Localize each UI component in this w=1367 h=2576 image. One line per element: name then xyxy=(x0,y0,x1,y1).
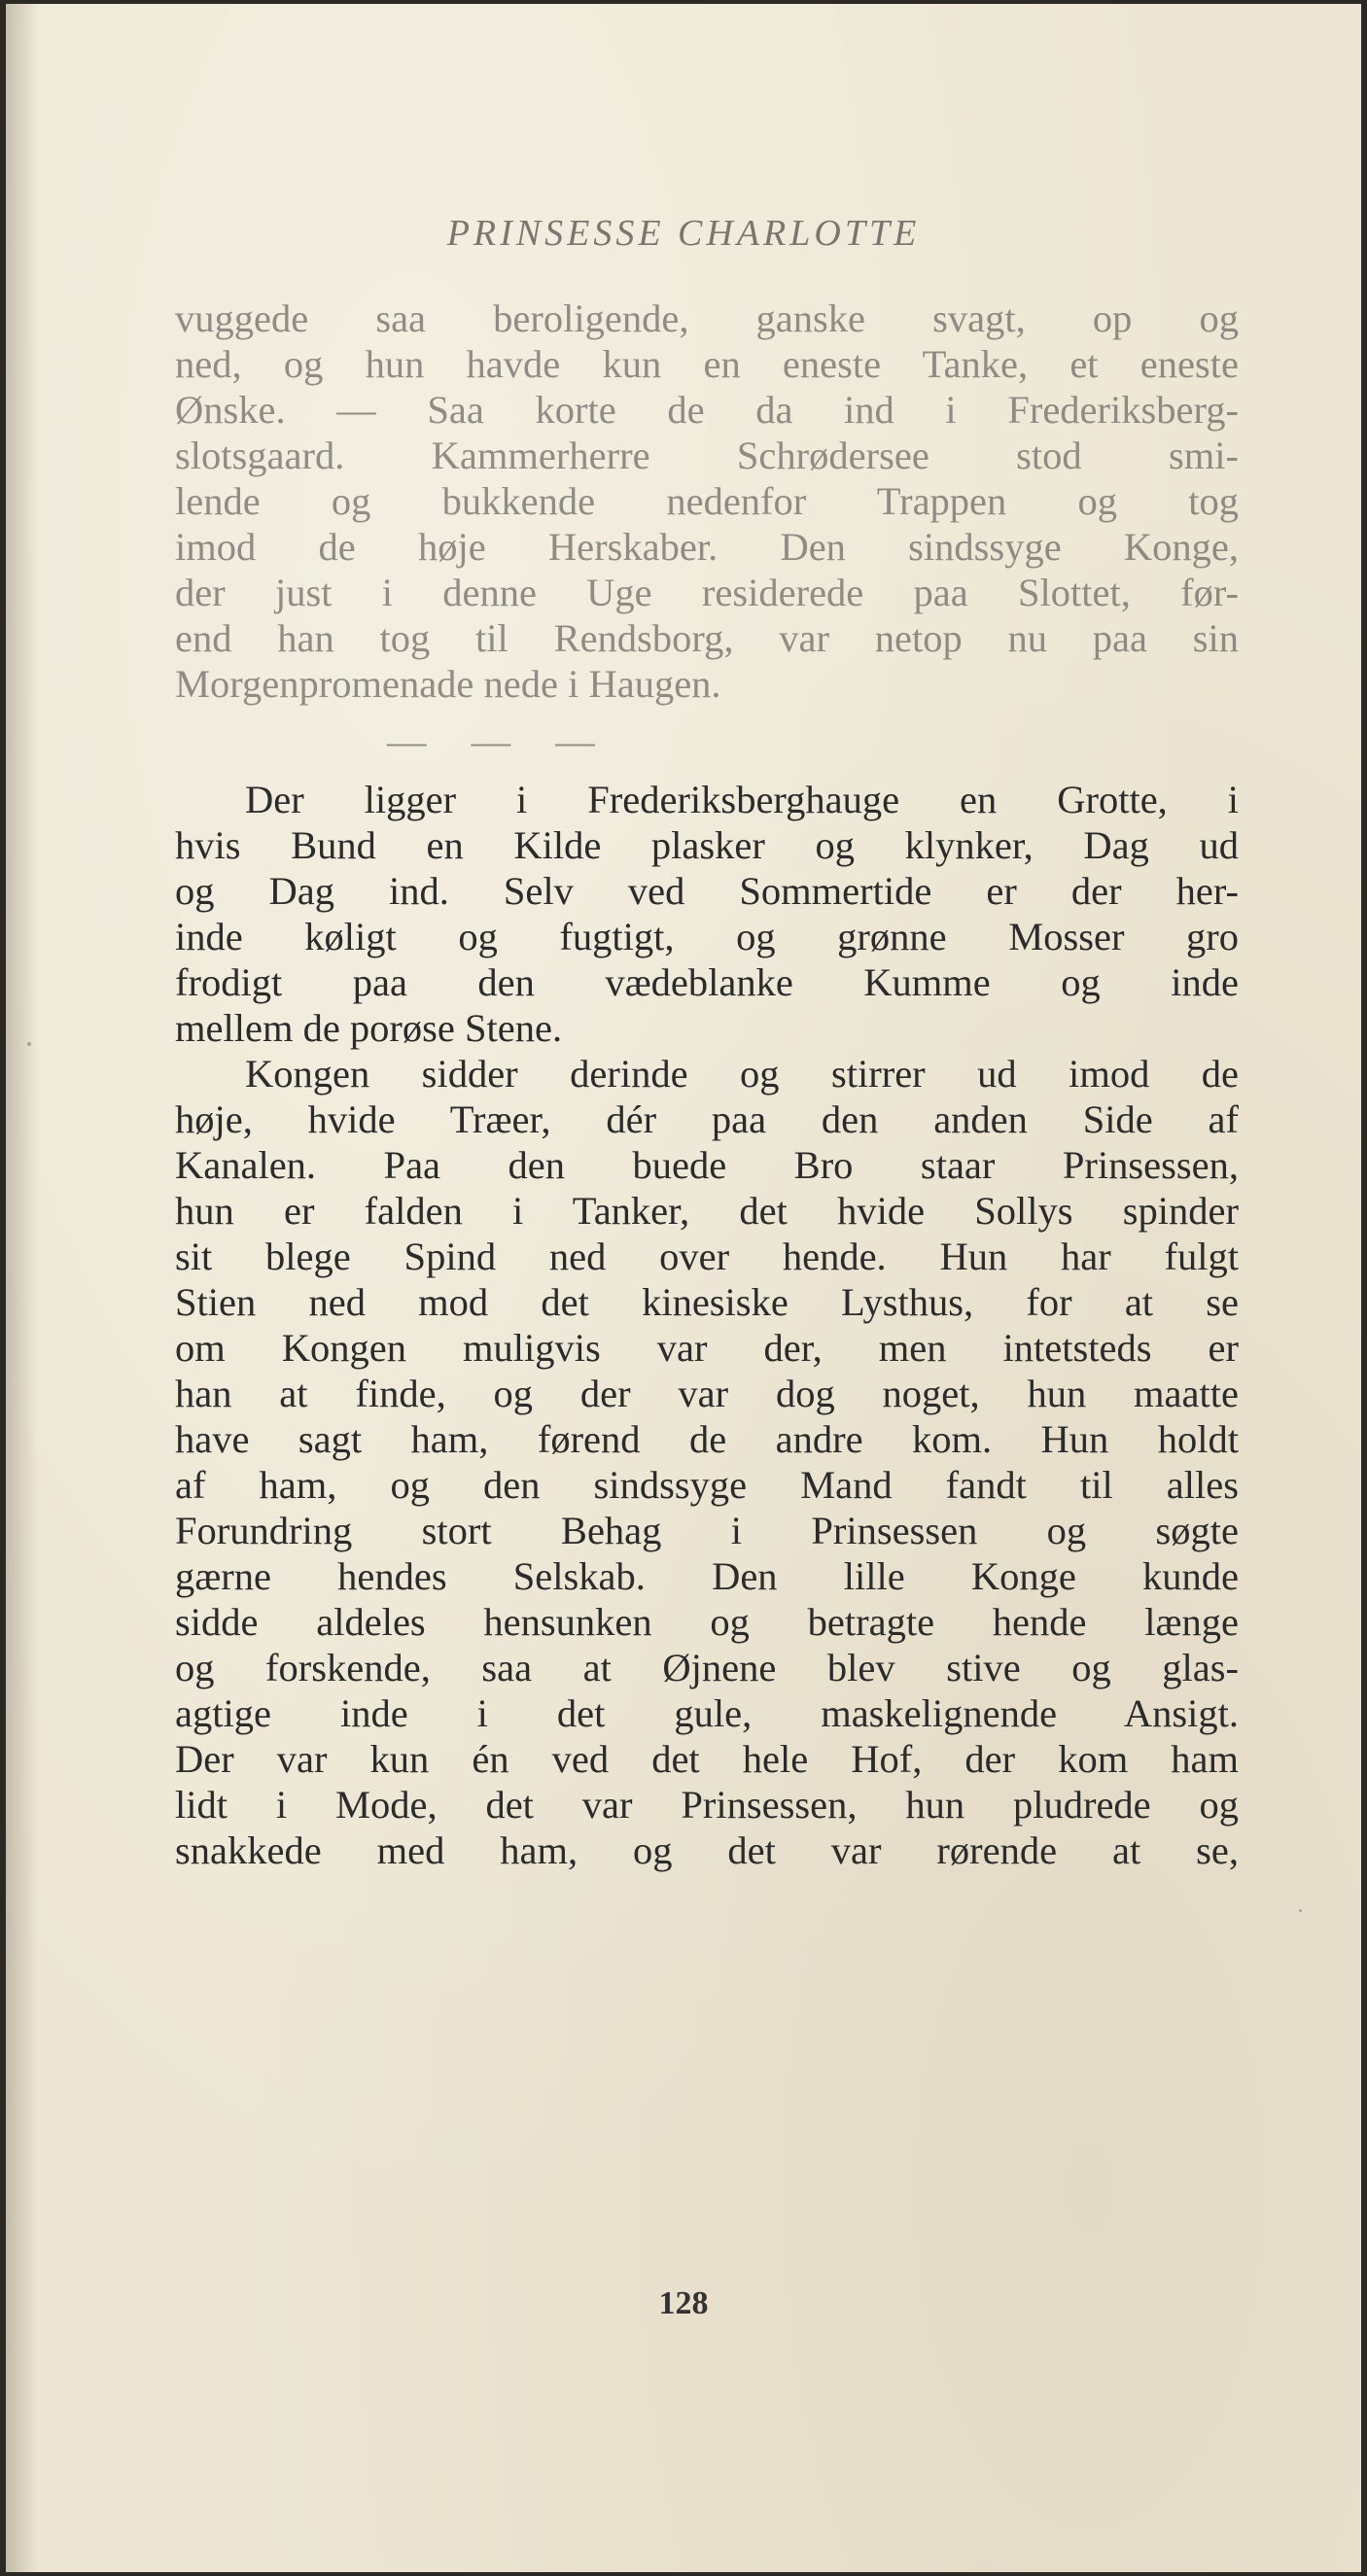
text-line: snakkede med ham, og det var rørende at se, xyxy=(175,1828,1239,1872)
text-line: sidde aldeles hensunken og betragte hende længe xyxy=(175,1600,1239,1644)
book-page xyxy=(6,4,1361,2572)
text-line: han at finde, og der var dog noget, hun maatte xyxy=(175,1372,1239,1415)
text-line: høje, hvide Træer, dér paa den anden Side af xyxy=(175,1097,1239,1141)
section-separator: — — — xyxy=(387,719,613,763)
text-line: lidt i Mode, det var Prinsessen, hun pludrede og xyxy=(175,1783,1239,1827)
text-line: Der ligger i Frederiksberghauge en Grotte, i xyxy=(245,778,1239,821)
text-line: imod de høje Herskaber. Den sindssyge Konge, xyxy=(175,525,1239,569)
text-line: inde køligt og fugtigt, og grønne Mosser gro xyxy=(175,915,1239,958)
text-line: og Dag ind. Selv ved Sommertide er der her- xyxy=(175,869,1239,913)
text-line: slotsgaard. Kammerherre Schrødersee stod smi- xyxy=(175,434,1239,477)
page-gutter-shadow xyxy=(6,4,39,2572)
text-line: lende og bukkende nedenfor Trappen og tog xyxy=(175,479,1239,523)
body-text xyxy=(175,296,1239,1873)
text-line: om Kongen muligvis var der, men intetsteds er xyxy=(175,1326,1239,1370)
text-line: ned, og hun havde kun en eneste Tanke, et eneste xyxy=(175,342,1239,386)
text-line: mellem de porøse Stene. xyxy=(175,1006,563,1050)
text-line: Morgenpromenade nede i Haugen. xyxy=(175,662,721,706)
text-line: gærne hendes Selskab. Den lille Konge kunde xyxy=(175,1554,1239,1598)
text-line: Der var kun én ved det hele Hof, der kom ham xyxy=(175,1737,1239,1781)
text-line: Kanalen. Paa den buede Bro staar Prinsessen, xyxy=(175,1143,1239,1187)
text-line: hun er falden i Tanker, det hvide Sollys spinder xyxy=(175,1189,1239,1233)
text-line: hvis Bund en Kilde plasker og klynker, Dag ud xyxy=(175,823,1239,867)
text-line: end han tog til Rendsborg, var netop nu paa sin xyxy=(175,616,1239,660)
text-line: af ham, og den sindssyge Mand fandt til alles xyxy=(175,1463,1239,1507)
running-head: PRINSESSE CHARLOTTE xyxy=(446,213,921,254)
paper-speck xyxy=(27,1042,31,1046)
text-line: frodigt paa den vædeblanke Kumme og inde xyxy=(175,960,1239,1004)
paper-speck xyxy=(1299,1909,1302,1912)
text-line: Stien ned mod det kinesiske Lysthus, for at se xyxy=(175,1280,1239,1324)
text-line: Forundring stort Behag i Prinsessen og søgte xyxy=(175,1509,1239,1552)
text-line: agtige inde i det gule, maskelignende Ansigt. xyxy=(175,1691,1239,1735)
text-line: der just i denne Uge residerede paa Slottet, før- xyxy=(175,571,1239,614)
text-line: og forskende, saa at Øjnene blev stive og glas- xyxy=(175,1646,1239,1689)
text-line: Kongen sidder derinde og stirrer ud imod de xyxy=(245,1052,1239,1096)
text-line: Ønske. — Saa korte de da ind i Frederiksberg- xyxy=(175,388,1239,432)
text-line: vuggede saa beroligende, ganske svagt, op og xyxy=(175,296,1239,340)
text-line: have sagt ham, førend de andre kom. Hun holdt xyxy=(175,1417,1239,1461)
page-number: 128 xyxy=(658,2285,709,2321)
text-line: sit blege Spind ned over hende. Hun har fulgt xyxy=(175,1235,1239,1278)
